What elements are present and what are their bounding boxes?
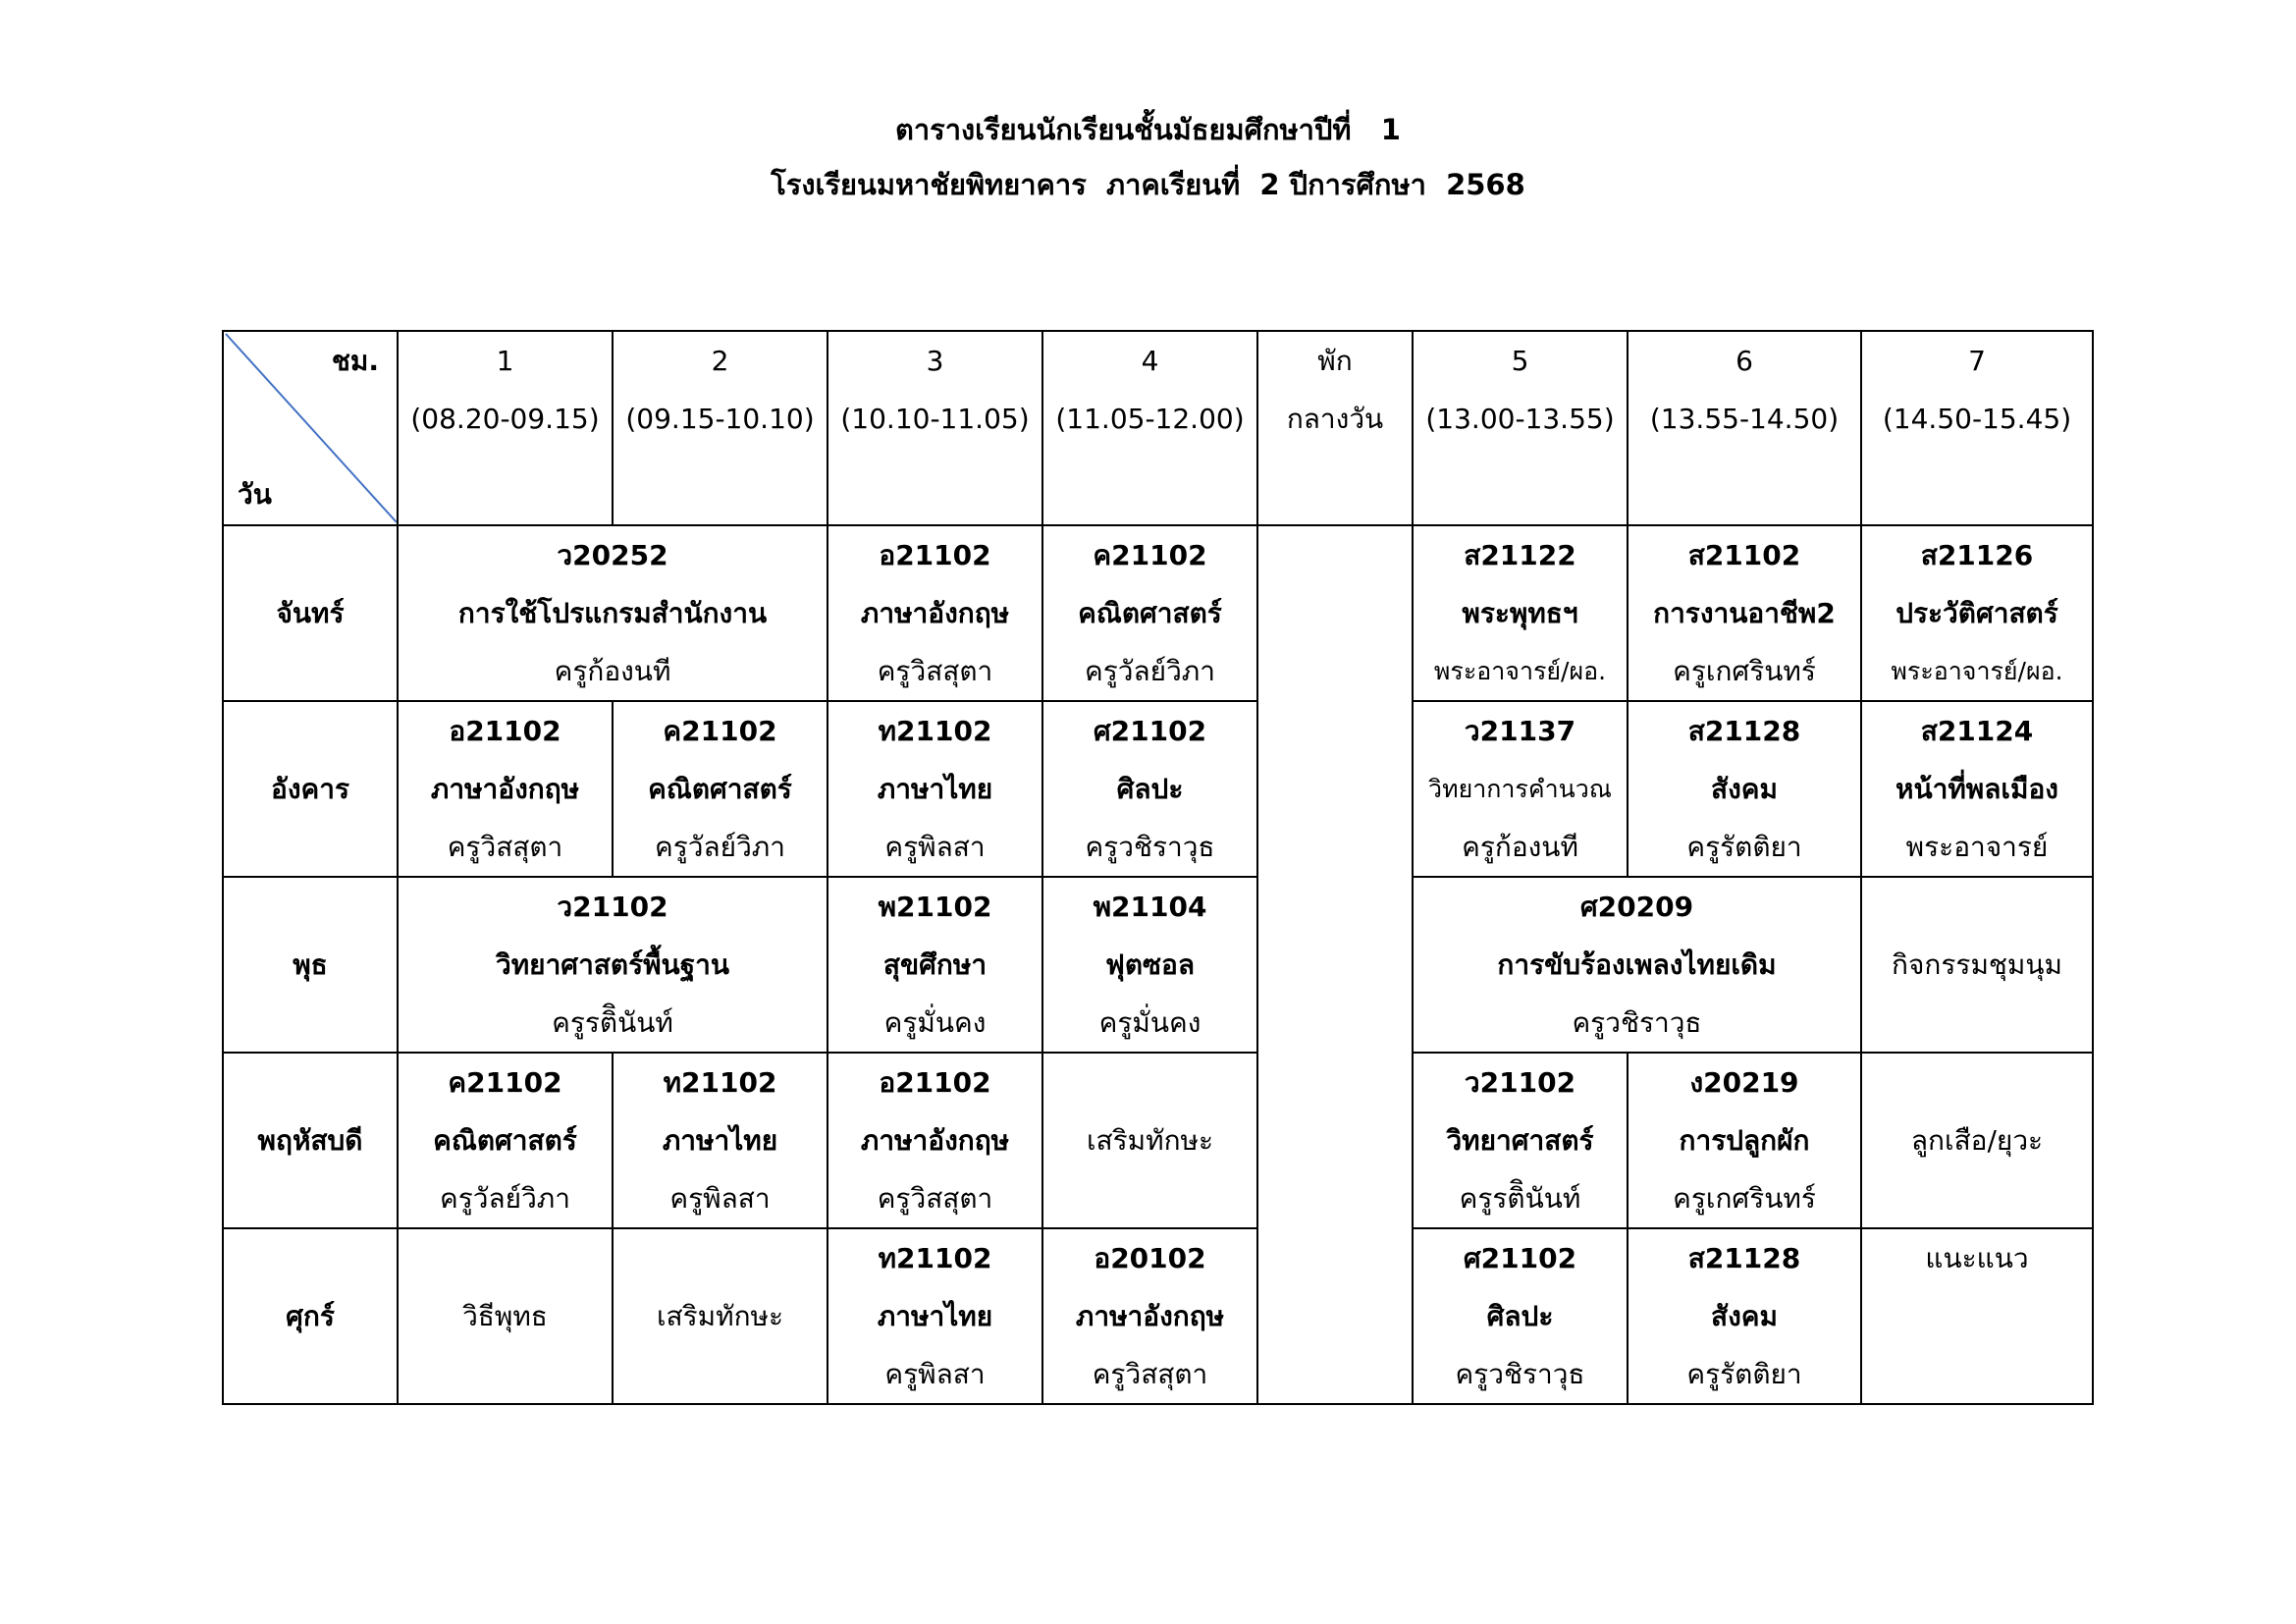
teacher-name: ครูก้องนที [1462, 831, 1578, 863]
class-cell [828, 525, 1042, 701]
period-time: (08.20-09.15) [410, 403, 600, 435]
class-cell [1628, 701, 1861, 877]
day-cell [223, 701, 398, 877]
class-cell [398, 701, 613, 877]
activity-label: ลูกเสือ/ยุวะ [1910, 1124, 2044, 1157]
subject-code: ส21102 [1687, 539, 1801, 571]
subject-name: ภาษาไทย [877, 773, 993, 805]
period-time: (09.15-10.10) [625, 403, 815, 435]
subject-name: การใช้โปรแกรมสำนักงาน [457, 597, 768, 629]
period-header-4 [1042, 331, 1257, 525]
class-cell [1413, 1228, 1628, 1404]
period-number: 4 [1141, 345, 1159, 377]
day-label: จันทร์ [276, 597, 345, 629]
subject-code: ส21124 [1920, 715, 2034, 747]
class-cell [1628, 1053, 1861, 1228]
subject-code: ส21128 [1687, 715, 1801, 747]
subject-code: ว21137 [1464, 715, 1576, 747]
day-row-tuesday [223, 701, 2093, 877]
period-number: 1 [496, 345, 514, 377]
period-number: 7 [1968, 345, 1986, 377]
teacher-name: ครูก้องนที [554, 655, 671, 687]
class-cell [828, 1228, 1042, 1404]
period-header-3 [828, 331, 1042, 525]
teacher-name: ครูมั่นคง [883, 1006, 987, 1039]
teacher-name: ครูวัลย์วิภา [440, 1182, 570, 1215]
teacher-name: พระอาจารย์/ผอ. [1891, 657, 2063, 685]
class-cell [828, 877, 1042, 1053]
teacher-name: ครูวัลย์วิภา [1085, 655, 1215, 687]
day-label: อังคาร [271, 773, 349, 805]
teacher-name: ครูพิลสา [884, 831, 986, 863]
period-header-2 [613, 331, 828, 525]
day-row-wednesday [223, 877, 2093, 1053]
period-header-7 [1861, 331, 2093, 525]
subject-name: ศิลปะ [1116, 773, 1184, 805]
subject-name: ภาษาอังกฤษ [860, 1124, 1010, 1157]
subject-name: วิทยาการคำนวณ [1428, 775, 1612, 803]
activity-label: เสริมทักษะ [1086, 1124, 1214, 1157]
subject-code: ท21102 [663, 1066, 777, 1099]
teacher-name: ครูรติินันท์ [552, 1006, 673, 1039]
day-row-friday [223, 1228, 2093, 1404]
activity-label: วิธีพุทธ [462, 1300, 548, 1332]
teacher-name: ครูวชิราวุธ [1455, 1358, 1585, 1390]
break-label: กลางวัน [1286, 403, 1384, 435]
subject-name: สังคม [1711, 773, 1778, 805]
timetable [222, 330, 2094, 1405]
subject-name: พระพุทธฯ [1462, 597, 1578, 629]
period-time: (14.50-15.45) [1882, 403, 2072, 435]
subject-code: ว21102 [557, 891, 668, 923]
teacher-name: ครูพิลสา [669, 1182, 771, 1215]
day-row-monday [223, 525, 2093, 701]
teacher-name: ครูเกศรินทร์ [1673, 655, 1816, 687]
period-number: 3 [926, 345, 944, 377]
subject-code: ว20252 [557, 539, 668, 571]
class-cell [1042, 1228, 1257, 1404]
activity-cell [1861, 1053, 2093, 1228]
teacher-name: ครูเกศรินทร์ [1673, 1182, 1816, 1215]
subject-name: สังคม [1711, 1300, 1778, 1332]
subject-code: ส21128 [1687, 1242, 1801, 1274]
day-label: พุธ [293, 948, 328, 981]
subject-name: คณิตศาสตร์ [433, 1124, 577, 1157]
subject-code: ศ21102 [1093, 715, 1207, 747]
class-cell [398, 525, 828, 701]
subject-name: ประวัติศาสตร์ [1896, 597, 2058, 629]
teacher-name: ครูพิลสา [884, 1358, 986, 1390]
teacher-name: ครูรัตติยา [1686, 831, 1802, 863]
break-label: พัก [1317, 345, 1353, 377]
subject-name: การงานอาชีพ2 [1653, 597, 1836, 629]
subject-code: อ21102 [449, 715, 561, 747]
subject-name: ภาษาไทย [877, 1300, 993, 1332]
class-cell [1861, 525, 2093, 701]
subject-code: พ21104 [1093, 891, 1207, 923]
subject-name: ภาษาอังกฤษ [430, 773, 580, 805]
period-number: 5 [1511, 345, 1529, 377]
subject-name: ฟุตซอล [1105, 948, 1195, 981]
subject-name: การขับร้องเพลงไทยเดิม [1497, 948, 1777, 981]
period-header-5 [1413, 331, 1628, 525]
subject-name: วิทยาศาสตร์ [1446, 1124, 1594, 1157]
subject-code: ท21102 [878, 1242, 992, 1274]
period-number: 2 [711, 345, 729, 377]
break-header [1257, 331, 1413, 525]
activity-cell [1861, 1228, 2093, 1404]
subject-name: สุขศึกษา [882, 948, 988, 981]
subject-name: คณิตศาสตร์ [648, 773, 792, 805]
subject-code: ส21126 [1920, 539, 2034, 571]
teacher-name: ครูวชิราวุธ [1572, 1006, 1702, 1039]
class-cell [1042, 877, 1257, 1053]
period-time: (13.00-13.55) [1425, 403, 1615, 435]
day-label: พฤหัสบดี [257, 1124, 363, 1157]
subject-code: ค21102 [663, 715, 777, 747]
class-cell [1413, 701, 1628, 877]
teacher-name: พระอาจารย์/ผอ. [1433, 657, 1607, 685]
class-cell [828, 1053, 1042, 1228]
class-cell [1628, 1228, 1861, 1404]
header-row [223, 331, 2093, 525]
subject-name: ภาษาอังกฤษ [860, 597, 1010, 629]
subject-name: ภาษาไทย [662, 1124, 778, 1157]
class-cell [398, 877, 828, 1053]
period-header-1 [398, 331, 613, 525]
activity-label: แนะแนว [1925, 1242, 2029, 1274]
subject-code: ศ20209 [1579, 891, 1694, 923]
subject-code: ส21122 [1464, 539, 1576, 571]
class-cell [1413, 877, 1861, 1053]
corner-day-label: วัน [238, 478, 272, 511]
class-cell [1628, 525, 1861, 701]
activity-cell [1861, 877, 2093, 1053]
activity-cell [613, 1228, 828, 1404]
teacher-name: ครูมั่นคง [1098, 1006, 1201, 1039]
period-header-6 [1628, 331, 1861, 525]
class-cell [1042, 525, 1257, 701]
subject-code: ค21102 [1093, 539, 1207, 571]
class-cell [1413, 525, 1628, 701]
day-cell [223, 1053, 398, 1228]
teacher-name: ครูวิสสุตา [447, 831, 563, 863]
day-cell [223, 877, 398, 1053]
day-label: ศุกร์ [286, 1300, 335, 1332]
teacher-name: ครูรัตติยา [1686, 1358, 1802, 1390]
activity-cell [398, 1228, 613, 1404]
activity-label: เสริมทักษะ [656, 1300, 784, 1332]
teacher-name: ครูวิสสุตา [1092, 1358, 1208, 1390]
subject-code: ว21102 [1464, 1066, 1576, 1099]
subject-name: หน้าที่พลเมือง [1896, 773, 2058, 805]
subject-name: วิทยาศาสตร์พื้นฐาน [495, 948, 730, 981]
class-cell [1861, 701, 2093, 877]
period-time: (10.10-11.05) [840, 403, 1030, 435]
teacher-name: ครูวิสสุตา [877, 1182, 993, 1215]
lunch-break-column [1257, 525, 1413, 1404]
subject-code: ง20219 [1689, 1066, 1799, 1099]
subject-code: อ20102 [1094, 1242, 1206, 1274]
teacher-name: ครูวชิราวุธ [1085, 831, 1215, 863]
document-title: ตารางเรียนนักเรียนชั้นมัธยมศึกษาปีที่ 1 [895, 113, 1401, 146]
teacher-name: พระอาจารย์ [1905, 831, 2049, 863]
subject-code: พ21102 [878, 891, 992, 923]
subject-code: ค21102 [448, 1066, 562, 1099]
period-time: (13.55-14.50) [1649, 403, 1840, 435]
subject-name: การปลูกผัก [1679, 1124, 1810, 1157]
subject-code: อ21102 [879, 539, 991, 571]
day-cell [223, 525, 398, 701]
subject-code: อ21102 [879, 1066, 991, 1099]
day-row-thursday [223, 1053, 2093, 1228]
teacher-name: ครูรติินันท์ [1459, 1182, 1581, 1215]
class-cell [398, 1053, 613, 1228]
teacher-name: ครูวิสสุตา [877, 655, 993, 687]
class-cell [613, 701, 828, 877]
document-subtitle: โรงเรียนมหาชัยพิทยาคาร ภาคเรียนที่ 2 ปีการศึกษา 2568 [771, 168, 1525, 201]
day-cell [223, 1228, 398, 1404]
subject-code: ท21102 [878, 715, 992, 747]
class-cell [613, 1053, 828, 1228]
class-cell [1042, 701, 1257, 877]
subject-name: ภาษาอังกฤษ [1075, 1300, 1225, 1332]
period-number: 6 [1735, 345, 1753, 377]
subject-code: ศ21102 [1463, 1242, 1577, 1274]
period-time: (11.05-12.00) [1055, 403, 1245, 435]
subject-name: ศิลปะ [1486, 1300, 1554, 1332]
class-cell [1413, 1053, 1628, 1228]
teacher-name: ครูวัลย์วิภา [655, 831, 785, 863]
corner-period-label: ชม. [331, 345, 379, 377]
activity-label: กิจกรรมชุมนุม [1892, 948, 2062, 981]
class-cell [828, 701, 1042, 877]
subject-name: คณิตศาสตร์ [1078, 597, 1222, 629]
activity-cell [1042, 1053, 1257, 1228]
corner-cell [223, 331, 398, 525]
